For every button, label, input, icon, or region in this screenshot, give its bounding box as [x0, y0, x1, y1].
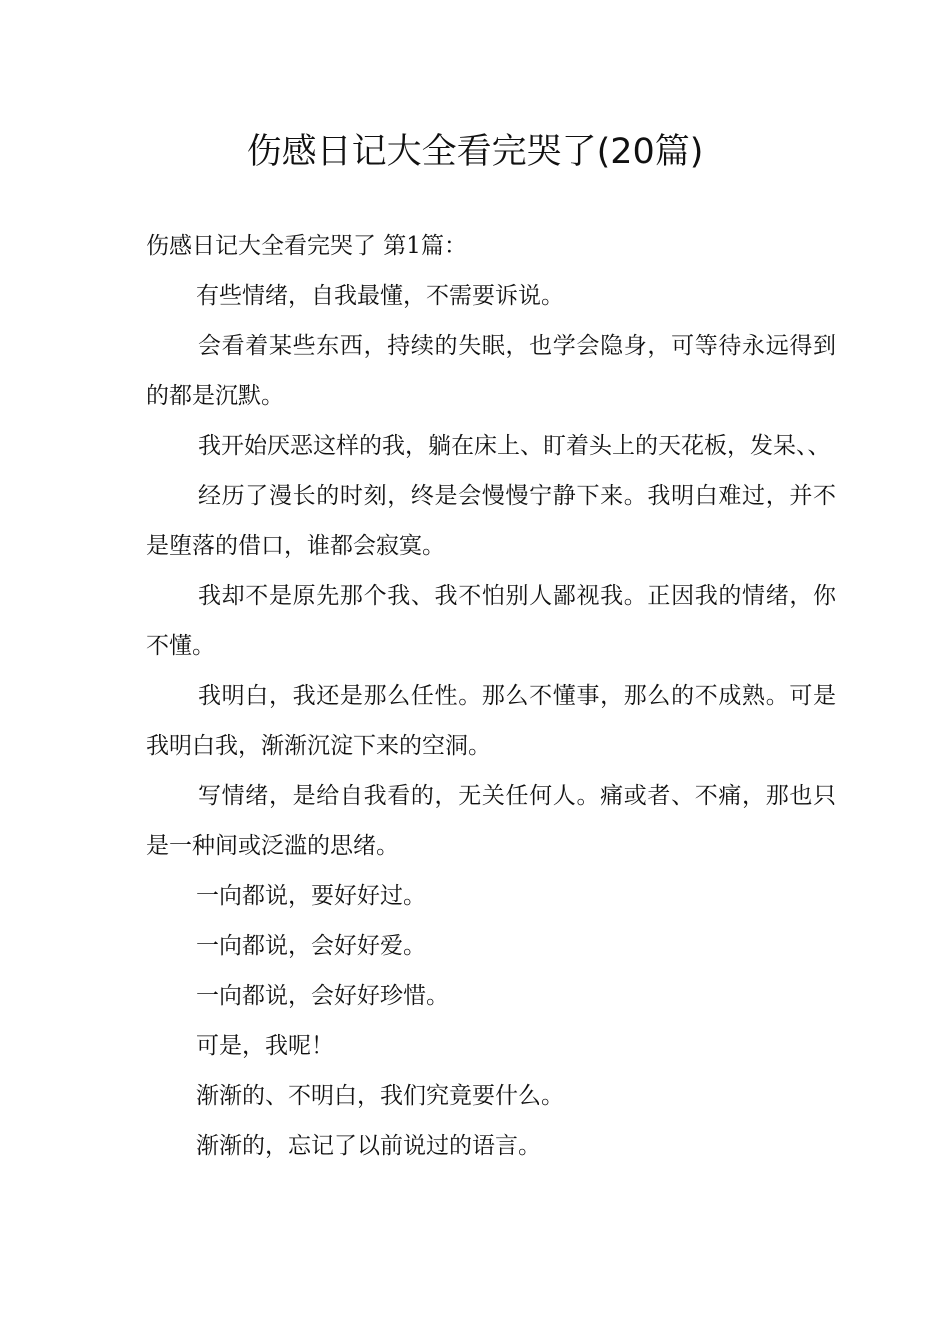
paragraph: 我开始厌恶这样的我，躺在床上、盯着头上的天花板，发呆、、: [198, 433, 831, 459]
paragraph: 渐渐的，忘记了以前说过的语言。: [196, 1133, 541, 1159]
paragraph: 一向都说，要好好过。: [196, 883, 426, 909]
paragraph: 经历了漫长的时刻，终是会慢慢宁静下来。我明白难过，并不是堕落的借口，谁都会寂寞。: [146, 483, 836, 559]
document-body: [146, 221, 836, 1171]
paragraph: 一向都说，会好好珍惜。: [196, 983, 449, 1009]
section-heading: 伤感日记大全看完哭了 第1篇：: [146, 233, 467, 259]
paragraph: 可是，我呢！: [196, 1033, 334, 1059]
paragraph: 我明白，我还是那么任性。那么不懂事，那么的不成熟。可是我明白我，渐渐沉淀下来的空洞。: [146, 683, 836, 759]
paragraph: 渐渐的、不明白，我们究竟要什么。: [196, 1083, 564, 1109]
paragraph: 我却不是原先那个我、我不怕别人鄙视我。正因我的情绪，你不懂。: [146, 583, 836, 659]
paragraph: 一向都说，会好好爱。: [196, 933, 426, 959]
paragraph: 有些情绪，自我最懂，不需要诉说。: [196, 283, 564, 309]
paragraph: 会看着某些东西，持续的失眠，也学会隐身，可等待永远得到的都是沉默。: [146, 333, 836, 409]
document-title: 伤感日记大全看完哭了(20篇): [246, 132, 704, 172]
paragraph: 写情绪，是给自我看的，无关任何人。痛或者、不痛，那也只是一种间或泛滥的思绪。: [146, 783, 836, 859]
